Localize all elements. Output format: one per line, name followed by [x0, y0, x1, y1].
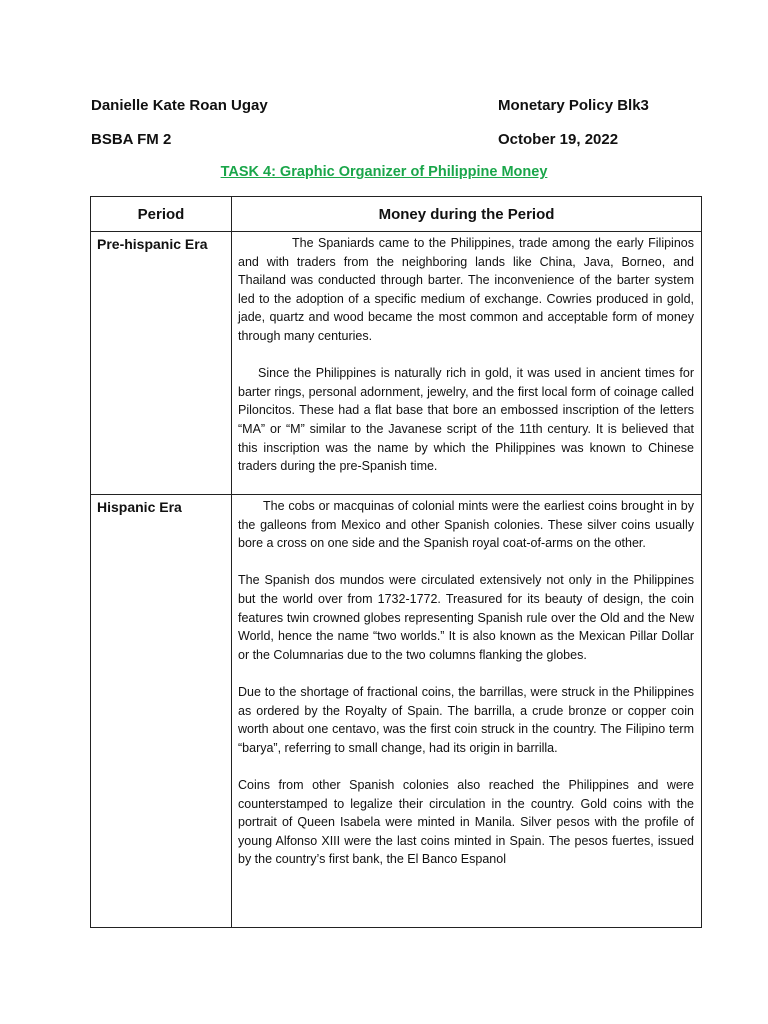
column-header-period: Period [91, 197, 232, 232]
paragraph: Coins from other Spanish colonies also reached the Philippines and were counterstamped to legalize their circulation in the country. Gold coins with the portrait of Queen Isabela were minted in Manila. Silver pesos with the profile of young Alfonso XIII were the last coins minted in Spain. The pesos fuertes, issued by the country’s first bank, the El Banco Espanol [238, 777, 694, 867]
task-title: TASK 4: Graphic Organizer of Philippine Money [220, 164, 548, 180]
document-date: October 19, 2022 [498, 131, 619, 148]
period-cell: Pre-hispanic Era [91, 232, 232, 495]
paragraph: The cobs or macquinas of colonial mints were the earliest coins brought in by the galleons from Mexico and other Spanish colonies. These silver coins usually bore a cross on one side and the Spanish royal coat-of-arms on the other. [238, 499, 694, 551]
paragraph: Since the Philippines is naturally rich in gold, it was used in ancient times for barter rings, personal adornment, jewelry, and the first local form of coinage called Piloncitos. These had a flat base that bore an embossed inscription of the letters “MA” or “M” similar to the Javanese script of the 11th century. It is believed that this inscription was the name by which the Philippines was known to Chinese traders during the pre-Spanish time. [238, 366, 694, 474]
graphic-organizer-table [90, 196, 702, 928]
period-cell: Hispanic Era [91, 495, 232, 928]
paragraph: The Spanish dos mundos were circulated extensively not only in the Philippines but the world over from 1732-1772. Treasured for its beauty of design, the coin features twin crowned globes representing Spanish rule over the Old and the New World, hence the name “two worlds.” It is also known as the Mexican Pillar Dollar or the Columnarias due to the two columns flanking the globes. [238, 573, 694, 662]
program-name: BSBA FM 2 [91, 131, 172, 148]
table-header-row [91, 197, 702, 232]
paragraph: The Spaniards came to the Philippines, trade among the early Filipinos and with traders from the neighboring lands like China, Java, Borneo, and Thailand was conducted through barter. The inconvenience of the barter system led to the adoption of a specific medium of exchange. Cowries produced in gold, jade, quartz and wood became the most common and acceptable form of money through many centuries. [238, 236, 694, 343]
student-name: Danielle Kate Roan Ugay [91, 97, 268, 114]
table-row [91, 232, 702, 495]
money-cell [232, 495, 702, 928]
course-name: Monetary Policy Blk3 [498, 97, 649, 114]
paragraph: Due to the shortage of fractional coins, the barrillas, were struck in the Philippines as ordered by the Royalty of Spain. The barrilla, a crude bronze or copper coin worth about one centavo, was the first coin struck in the country. The Filipino term “barya”, referring to small change, had its origin in barrilla. [238, 684, 694, 755]
money-cell [232, 232, 702, 495]
column-header-money: Money during the Period [232, 197, 702, 232]
table-row [91, 495, 702, 928]
